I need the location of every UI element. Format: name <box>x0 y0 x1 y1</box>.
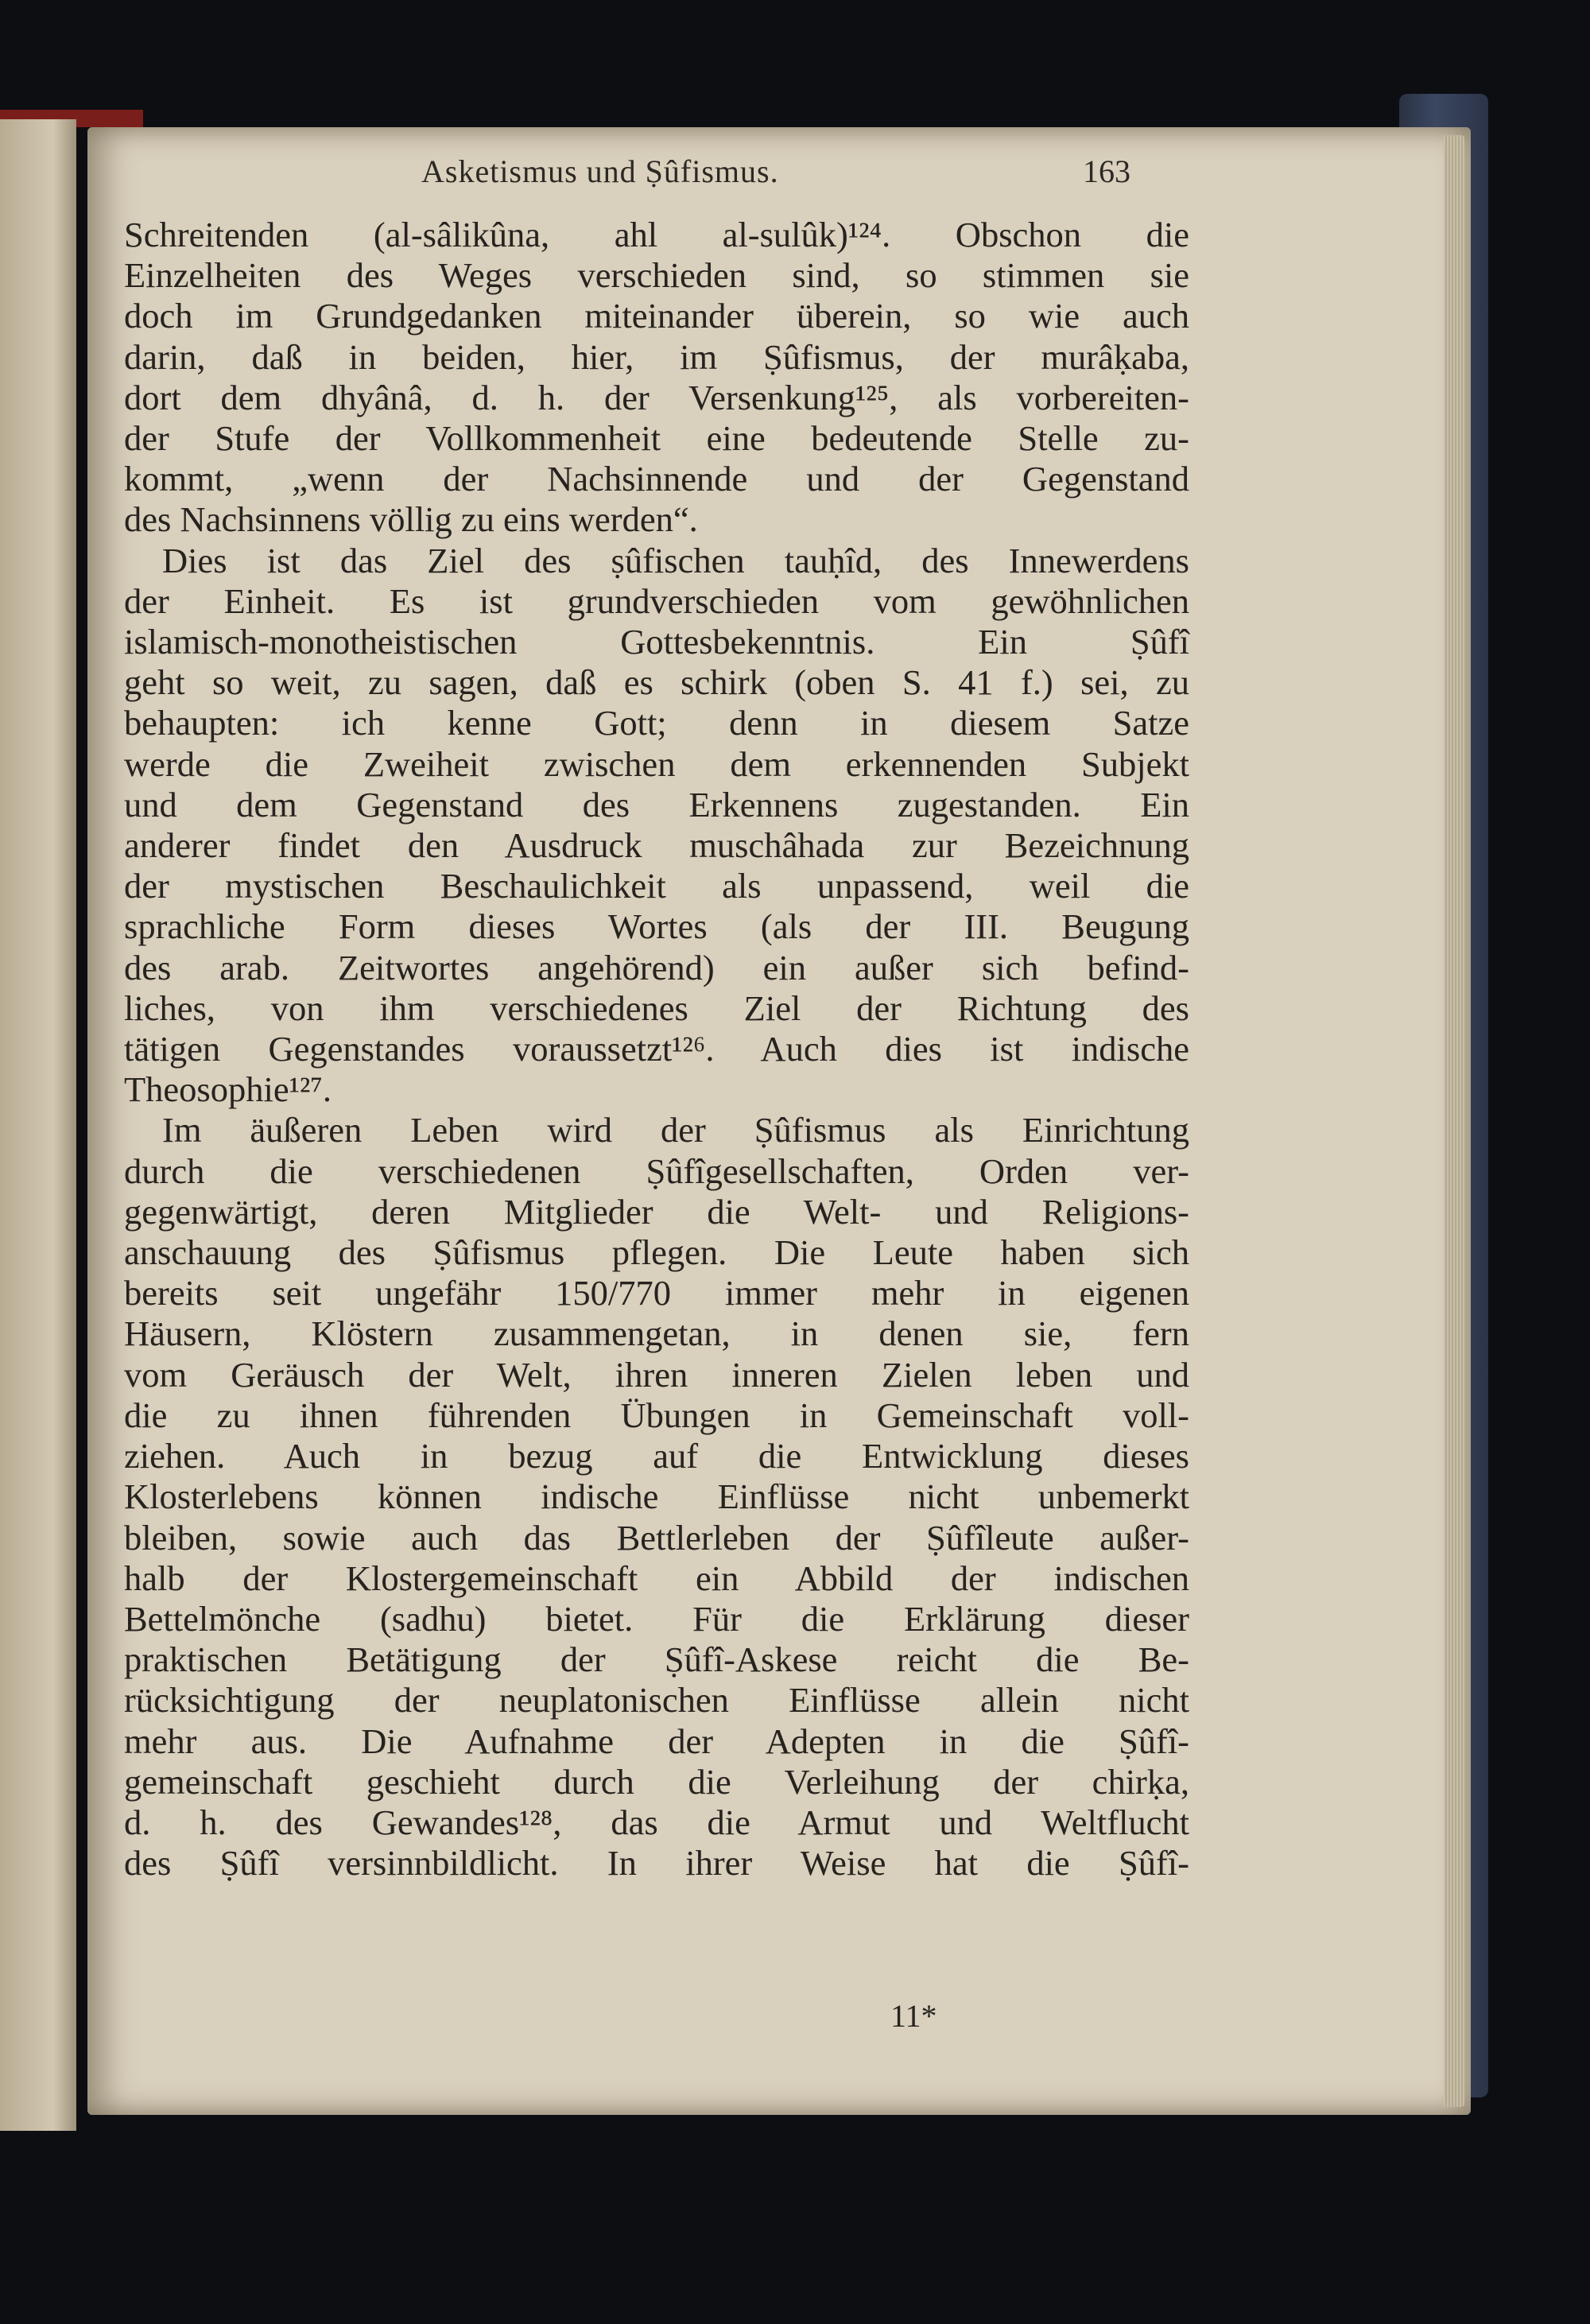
text-line: geht so weit, zu sagen, daß es schirk (oben S. 41 f.) sei, zu <box>124 662 1189 703</box>
page-edges <box>1444 135 1464 2107</box>
text-line: der Einheit. Es ist grundverschieden vom gewöhnlichen <box>124 580 1189 621</box>
body-text <box>124 215 1189 1884</box>
signature-mark: 11* <box>890 1998 937 2034</box>
text-line: des Ṣûfî versinnbildlicht. In ihrer Weise hat die Ṣûfî- <box>124 1843 1189 1884</box>
text-line: die zu ihnen führenden Übungen in Gemeinschaft voll- <box>124 1395 1189 1435</box>
text-line: werde die Zweiheit zwischen dem erkennenden Subjekt <box>124 743 1189 784</box>
text-line: bleiben, sowie auch das Bettlerleben der Ṣûfîleute außer- <box>124 1517 1189 1558</box>
text-line: gemeinschaft geschieht durch die Verleihung der chirḳa, <box>124 1761 1189 1802</box>
text-line: rücksichtigung der neuplatonischen Einflüsse allein nicht <box>124 1680 1189 1721</box>
text-line: kommt, „wenn der Nachsinnende und der Gegenstand <box>124 459 1189 499</box>
text-line: liches, von ihm verschiedenes Ziel der Richtung des <box>124 987 1189 1028</box>
page-number: 163 <box>1083 153 1130 189</box>
text-line: Einzelheiten des Weges verschieden sind, so stimmen sie <box>124 255 1189 296</box>
text-line: Dies ist das Ziel des ṣûfischen tauḥîd, des Innewerdens <box>162 540 1189 580</box>
left-page-strip <box>0 119 76 2131</box>
text-line: dort dem dhyânâ, d. h. der Versenkung¹²⁵, als vorbereiten- <box>124 377 1189 417</box>
text-line: behaupten: ich kenne Gott; denn in diesem Satze <box>124 703 1189 743</box>
text-line: praktischen Betätigung der Ṣûfî-Askese reicht die Be- <box>124 1639 1189 1680</box>
text-line: darin, daß in beiden, hier, im Ṣûfismus, der murâḳaba, <box>124 336 1189 377</box>
text-line: gegenwärtigt, deren Mitglieder die Welt- und Religions- <box>124 1191 1189 1232</box>
text-line: und dem Gegenstand des Erkennens zugestanden. Ein <box>124 784 1189 824</box>
text-line: des arab. Zeitwortes angehörend) ein außer sich befind- <box>124 947 1189 987</box>
text-line: islamisch-monotheistischen Gottesbekenntnis. Ein Ṣûfî <box>124 622 1189 662</box>
text-line: sprachliche Form dieses Wortes (als der III. Beugung <box>124 906 1189 947</box>
text-line: halb der Klostergemeinschaft ein Abbild der indischen <box>124 1558 1189 1598</box>
text-line: vom Geräusch der Welt, ihren inneren Zielen leben und <box>124 1354 1189 1395</box>
text-line: der mystischen Beschaulichkeit als unpassend, weil die <box>124 866 1189 906</box>
text-line: Klosterlebens können indische Einflüsse nicht unbemerkt <box>124 1476 1189 1517</box>
text-line: des Nachsinnens völlig zu eins werden“. <box>124 499 698 540</box>
text-line: ziehen. Auch in bezug auf die Entwicklung dieses <box>124 1436 1189 1476</box>
text-line: anderer findet den Ausdruck muschâhada zur Bezeichnung <box>124 825 1189 866</box>
text-line: d. h. des Gewandes¹²⁸, das die Armut und Weltflucht <box>124 1802 1189 1842</box>
text-line: Im äußeren Leben wird der Ṣûfismus als Einrichtung <box>162 1110 1189 1150</box>
text-line: Bettelmönche (sadhu) bietet. Für die Erklärung dieser <box>124 1598 1189 1639</box>
text-line: Theosophie¹²⁷. <box>124 1069 332 1110</box>
text-line: mehr aus. Die Aufnahme der Adepten in die Ṣûfî- <box>124 1721 1189 1761</box>
running-head-title: Asketismus und Ṣûfismus. <box>421 153 779 189</box>
text-line: bereits seit ungefähr 150/770 immer mehr in eigenen <box>124 1273 1189 1313</box>
text-line: Schreitenden (al-sâlikûna, ahl al-sulûk)¹²⁴. Obschon die <box>124 215 1189 254</box>
text-line: der Stufe der Vollkommenheit eine bedeutende Stelle zu- <box>124 418 1189 459</box>
running-head <box>0 153 1590 192</box>
text-line: Häusern, Klöstern zusammengetan, in denen sie, fern <box>124 1313 1189 1354</box>
text-line: doch im Grundgedanken miteinander überein, so wie auch <box>124 296 1189 336</box>
background-top <box>0 0 1590 111</box>
text-line: tätigen Gegenstandes voraussetzt¹²⁶. Auch dies ist indische <box>124 1029 1189 1069</box>
text-line: durch die verschiedenen Ṣûfîgesellschaften, Orden ver- <box>124 1150 1189 1191</box>
text-line: anschauung des Ṣûfismus pflegen. Die Leute haben sich <box>124 1232 1189 1273</box>
